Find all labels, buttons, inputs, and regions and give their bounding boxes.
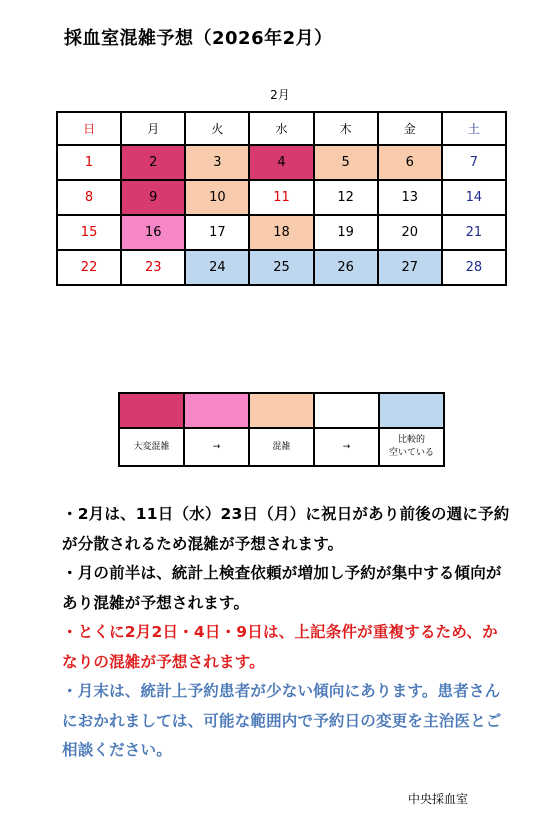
calendar-week-row [57,250,506,285]
calendar-day-cell: 23 [121,250,185,285]
calendar-week-row [57,215,506,250]
notes-section [62,500,512,766]
legend-label: 比較的 空いている [379,428,444,466]
calendar-day-cell: 6 [378,145,442,180]
calendar-day-cell: 15 [57,215,121,250]
calendar-day-cell: 21 [442,215,506,250]
weekday-header-cell: 火 [185,112,249,145]
note-paragraph: ・とくに2月2日・4日・9日は、上記条件が重複するため、かなりの混雑が予想されます。 [62,623,498,671]
legend-label: → [184,428,249,466]
weekday-header-cell: 木 [314,112,378,145]
calendar-day-cell: 7 [442,145,506,180]
footer-department: 中央採血室 [408,792,469,806]
calendar-table [56,111,507,286]
legend-color-swatch [314,393,379,428]
calendar-day-cell: 14 [442,180,506,215]
calendar-day-cell: 24 [185,250,249,285]
weekday-header-cell: 月 [121,112,185,145]
calendar-week-row [57,180,506,215]
calendar-day-cell: 11 [249,180,313,215]
weekday-header-cell: 土 [442,112,506,145]
calendar-day-cell: 8 [57,180,121,215]
calendar-day-cell: 22 [57,250,121,285]
legend-label: → [314,428,379,466]
calendar-day-cell: 9 [121,180,185,215]
legend-label-row [119,428,444,466]
weekday-header-cell: 日 [57,112,121,145]
legend-label: 大変混雑 [119,428,184,466]
legend-table [118,392,445,467]
weekday-header-cell: 水 [249,112,313,145]
calendar-day-cell: 27 [378,250,442,285]
calendar-day-cell: 19 [314,215,378,250]
legend-swatch-row [119,393,444,428]
legend-label: 混雑 [249,428,314,466]
calendar-day-cell: 25 [249,250,313,285]
legend-color-swatch [249,393,314,428]
calendar-day-cell: 3 [185,145,249,180]
legend-color-swatch [379,393,444,428]
page-title: 採血室混雑予想（2026年2月） [64,28,333,49]
weekday-header-row [57,112,506,145]
calendar-day-cell: 10 [185,180,249,215]
calendar-week-row [57,145,506,180]
calendar-day-cell: 26 [314,250,378,285]
calendar-day-cell: 13 [378,180,442,215]
weekday-header-cell: 金 [378,112,442,145]
note-paragraph: ・月の前半は、統計上検査依頼が増加し予約が集中する傾向があり混雑が予想されます。 [62,564,502,612]
calendar-day-cell: 16 [121,215,185,250]
calendar-day-cell: 4 [249,145,313,180]
calendar-day-cell: 20 [378,215,442,250]
calendar-day-cell: 5 [314,145,378,180]
calendar-day-cell: 1 [57,145,121,180]
month-label: 2月 [270,88,290,102]
calendar-day-cell: 2 [121,145,185,180]
calendar-day-cell: 12 [314,180,378,215]
note-paragraph: ・2月は、11日（水）23日（月）に祝日があり前後の週に予約が分散されるため混雑が予想されます。 [62,505,510,553]
calendar-day-cell: 17 [185,215,249,250]
legend-color-swatch [184,393,249,428]
calendar-day-cell: 18 [249,215,313,250]
calendar-day-cell: 28 [442,250,506,285]
note-paragraph: ・月末は、統計上予約患者が少ない傾向にあります。患者さんにおかれましては、可能な範囲内で予約日の変更を主治医とご相談ください。 [62,682,502,759]
legend-color-swatch [119,393,184,428]
